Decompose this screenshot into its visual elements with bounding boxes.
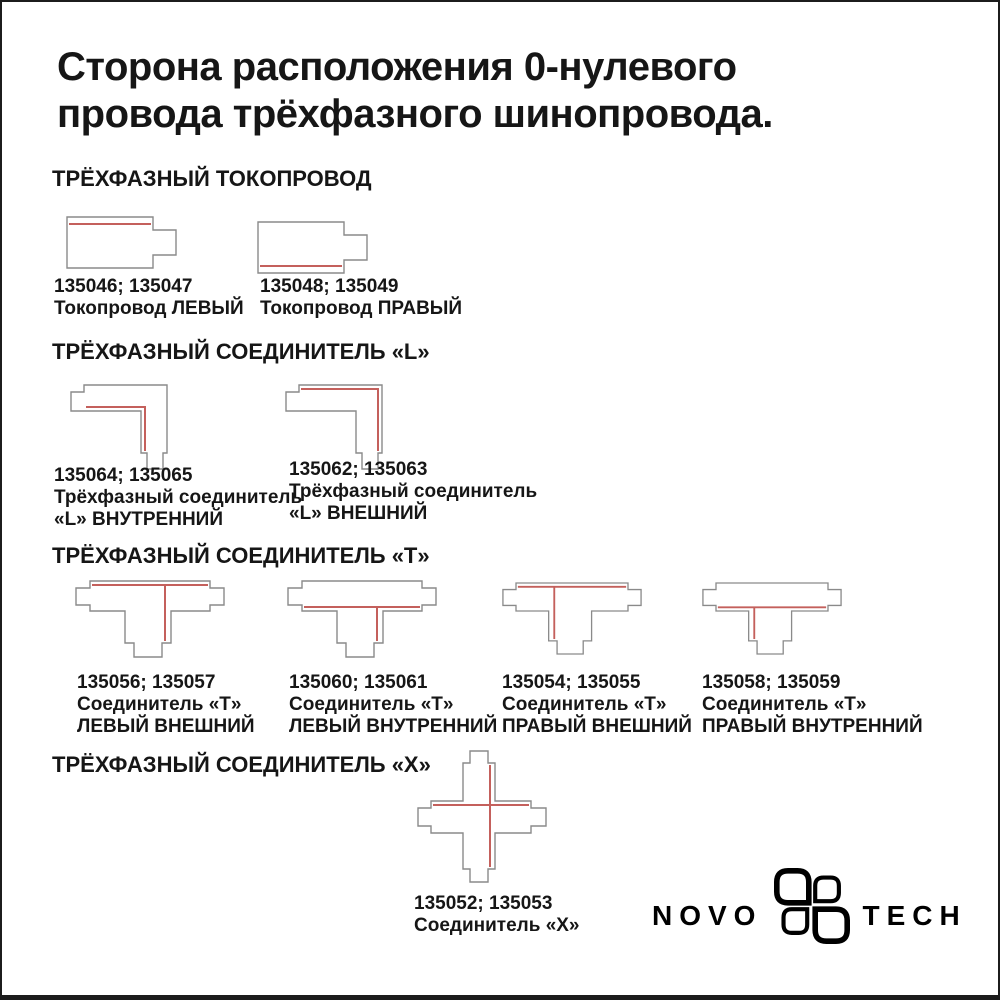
product-label-t-right-inner bbox=[702, 672, 923, 738]
product-label-x bbox=[414, 893, 580, 937]
product-name: ЛЕВЫЙ ВНЕШНИЙ bbox=[77, 716, 255, 737]
product-name: ПРАВЫЙ ВНЕШНИЙ bbox=[502, 716, 692, 737]
product-label-feed-left bbox=[54, 276, 244, 320]
product-code: 135048; 135049 bbox=[260, 276, 399, 297]
logo-word-novo: NOVO bbox=[652, 900, 763, 931]
product-label-feed-right bbox=[260, 276, 462, 320]
page-title-line2: провода трёхфазного шинопровода. bbox=[57, 92, 773, 136]
connector-t-left-outer-diagram bbox=[75, 579, 225, 659]
product-name: ПРАВЫЙ ВНУТРЕННИЙ bbox=[702, 716, 923, 737]
product-name: Токопровод ЛЕВЫЙ bbox=[54, 298, 244, 319]
page-title bbox=[57, 44, 773, 138]
section-heading-connector-x: ТРЁХФАЗНЫЙ СОЕДИНИТЕЛЬ «Х» bbox=[52, 752, 431, 777]
section-heading-connector-l: ТРЁХФАЗНЫЙ СОЕДИНИТЕЛЬ «L» bbox=[52, 339, 430, 364]
product-label-t-left-inner bbox=[289, 672, 497, 738]
product-code: 135058; 135059 bbox=[702, 672, 841, 693]
product-label-t-left-outer bbox=[77, 672, 255, 738]
connector-l-outer-diagram bbox=[285, 383, 385, 471]
section-heading-connector-t: ТРЁХФАЗНЫЙ СОЕДИНИТЕЛЬ «Т» bbox=[52, 543, 430, 568]
product-label-l-inner bbox=[54, 465, 302, 531]
product-name: «L» ВНЕШНИЙ bbox=[289, 503, 428, 524]
product-code: 135060; 135061 bbox=[289, 672, 428, 693]
connector-l-inner-diagram bbox=[70, 383, 170, 471]
feed-right-diagram bbox=[257, 221, 369, 274]
product-code: 135054; 135055 bbox=[502, 672, 641, 693]
product-name: Соединитель «Х» bbox=[414, 915, 580, 936]
product-name: Соединитель «Т» bbox=[77, 694, 242, 715]
product-name: Соединитель «Т» bbox=[502, 694, 667, 715]
connector-t-right-outer-diagram bbox=[502, 581, 642, 656]
connector-x-diagram bbox=[417, 749, 547, 884]
connector-t-left-inner-diagram bbox=[287, 579, 437, 659]
logo-word-tech: TECH bbox=[862, 900, 967, 931]
novotech-logo bbox=[652, 858, 967, 954]
product-name: «L» ВНУТРЕННИЙ bbox=[54, 509, 223, 530]
product-name: Токопровод ПРАВЫЙ bbox=[260, 298, 463, 319]
page-title-line1: Сторона расположения 0-нулевого bbox=[57, 45, 737, 89]
product-name: Соединитель «Т» bbox=[289, 694, 454, 715]
product-name: Трёхфазный соединитель bbox=[289, 481, 538, 502]
product-label-t-right-outer bbox=[502, 672, 692, 738]
product-name: Соединитель «Т» bbox=[702, 694, 867, 715]
feed-left-diagram bbox=[66, 216, 178, 269]
product-code: 135056; 135057 bbox=[77, 672, 216, 693]
product-code: 135062; 135063 bbox=[289, 459, 428, 480]
product-name: Трёхфазный соединитель bbox=[54, 487, 303, 508]
product-code: 135064; 135065 bbox=[54, 465, 193, 486]
product-code: 135046; 135047 bbox=[54, 276, 193, 297]
section-heading-tokoprovod: ТРЁХФАЗНЫЙ ТОКОПРОВОД bbox=[52, 166, 372, 191]
product-label-l-outer bbox=[289, 459, 537, 525]
connector-t-right-inner-diagram bbox=[702, 581, 842, 656]
product-name: ЛЕВЫЙ ВНУТРЕННИЙ bbox=[289, 716, 498, 737]
novotech-flower-icon bbox=[764, 858, 860, 954]
product-code: 135052; 135053 bbox=[414, 893, 553, 914]
